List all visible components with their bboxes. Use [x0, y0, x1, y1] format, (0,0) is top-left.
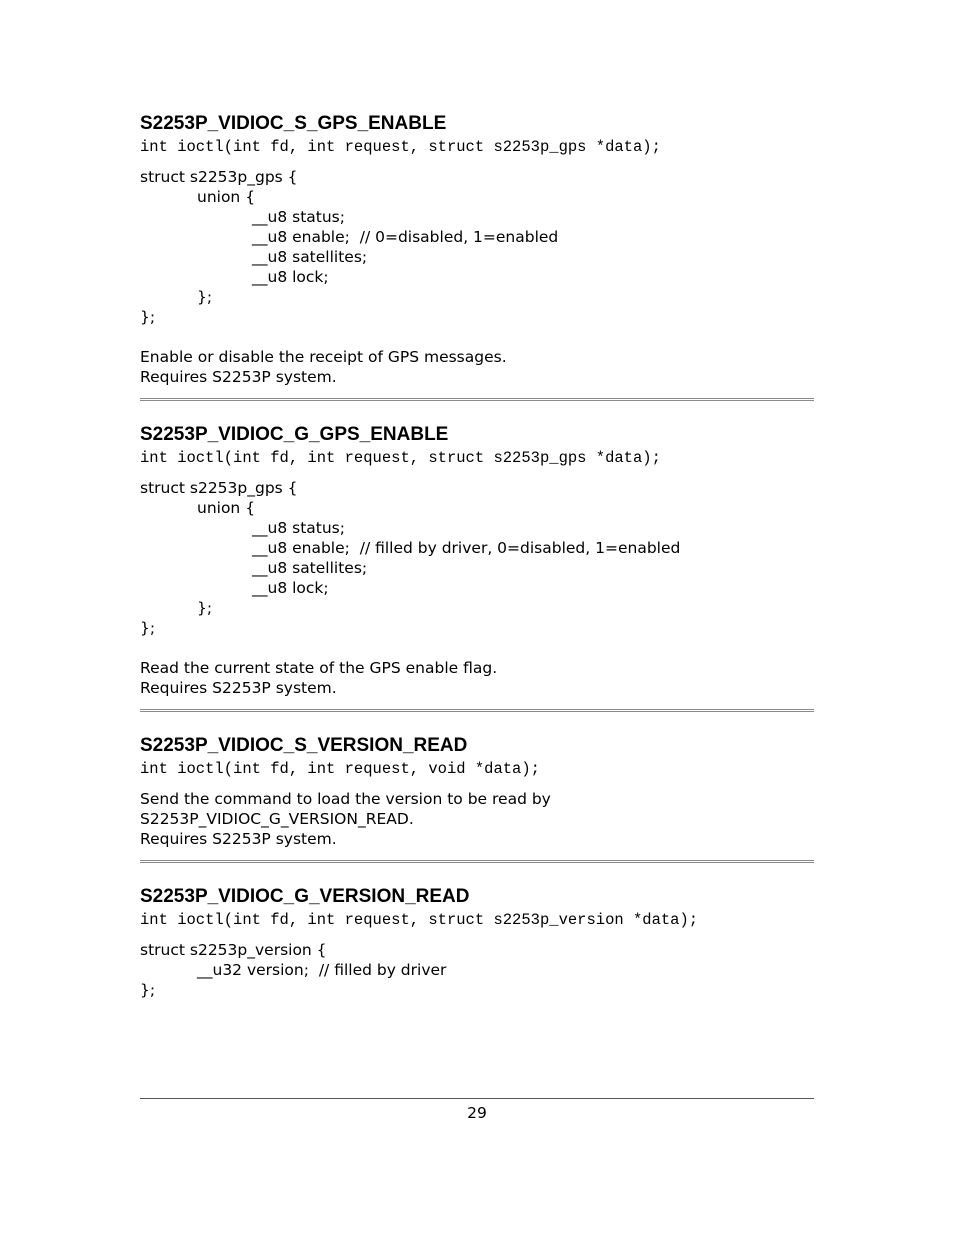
struct-line: struct s2253p_gps {	[140, 168, 298, 186]
section-s-version-read	[140, 735, 814, 849]
struct-line: union {	[197, 499, 256, 517]
description-line: Requires S2253P system.	[140, 830, 337, 848]
struct-line: union {	[197, 188, 256, 206]
section-g-version-read	[140, 886, 814, 1000]
description-line: Read the current state of the GPS enable flag.	[140, 659, 498, 677]
struct-line: __u8 lock;	[252, 579, 329, 597]
ioctl-signature: int ioctl(int fd, int request, struct s2253p_gps *data);	[140, 138, 661, 156]
page-number: 29	[467, 1104, 487, 1122]
struct-line: __u8 satellites;	[252, 559, 368, 577]
section-g-gps-enable	[140, 424, 814, 698]
struct-line: __u32 version; // filled by driver	[197, 961, 447, 979]
section-s-gps-enable	[140, 113, 814, 387]
struct-line: __u8 status;	[252, 519, 345, 537]
struct-line: __u8 enable; // 0=disabled, 1=enabled	[252, 228, 559, 246]
footer-rule	[140, 1098, 814, 1099]
description-line: Requires S2253P system.	[140, 679, 337, 697]
document-page	[140, 0, 814, 1235]
struct-line: };	[140, 308, 156, 326]
section-divider	[140, 709, 814, 712]
section-divider	[140, 398, 814, 401]
struct-line: struct s2253p_version {	[140, 941, 327, 959]
struct-line: __u8 status;	[252, 208, 345, 226]
description-line: Send the command to load the version to be read by	[140, 790, 551, 808]
struct-line: __u8 satellites;	[252, 248, 368, 266]
section-heading: S2253P_VIDIOC_G_GPS_ENABLE	[140, 424, 449, 445]
struct-line: struct s2253p_gps {	[140, 479, 298, 497]
section-divider	[140, 860, 814, 863]
description-line: S2253P_VIDIOC_G_VERSION_READ.	[140, 810, 414, 828]
ioctl-signature: int ioctl(int fd, int request, struct s2253p_gps *data);	[140, 449, 661, 467]
description-line: Enable or disable the receipt of GPS messages.	[140, 348, 507, 366]
ioctl-signature: int ioctl(int fd, int request, void *data);	[140, 760, 540, 778]
struct-line: };	[140, 981, 156, 999]
struct-line: __u8 enable; // filled by driver, 0=disabled, 1=enabled	[252, 539, 681, 557]
struct-line: };	[197, 599, 213, 617]
struct-line: __u8 lock;	[252, 268, 329, 286]
struct-line: };	[140, 619, 156, 637]
section-heading: S2253P_VIDIOC_S_VERSION_READ	[140, 735, 468, 756]
section-heading: S2253P_VIDIOC_G_VERSION_READ	[140, 886, 470, 907]
section-heading: S2253P_VIDIOC_S_GPS_ENABLE	[140, 113, 447, 134]
description-line: Requires S2253P system.	[140, 368, 337, 386]
struct-line: };	[197, 288, 213, 306]
ioctl-signature: int ioctl(int fd, int request, struct s2253p_version *data);	[140, 911, 699, 929]
